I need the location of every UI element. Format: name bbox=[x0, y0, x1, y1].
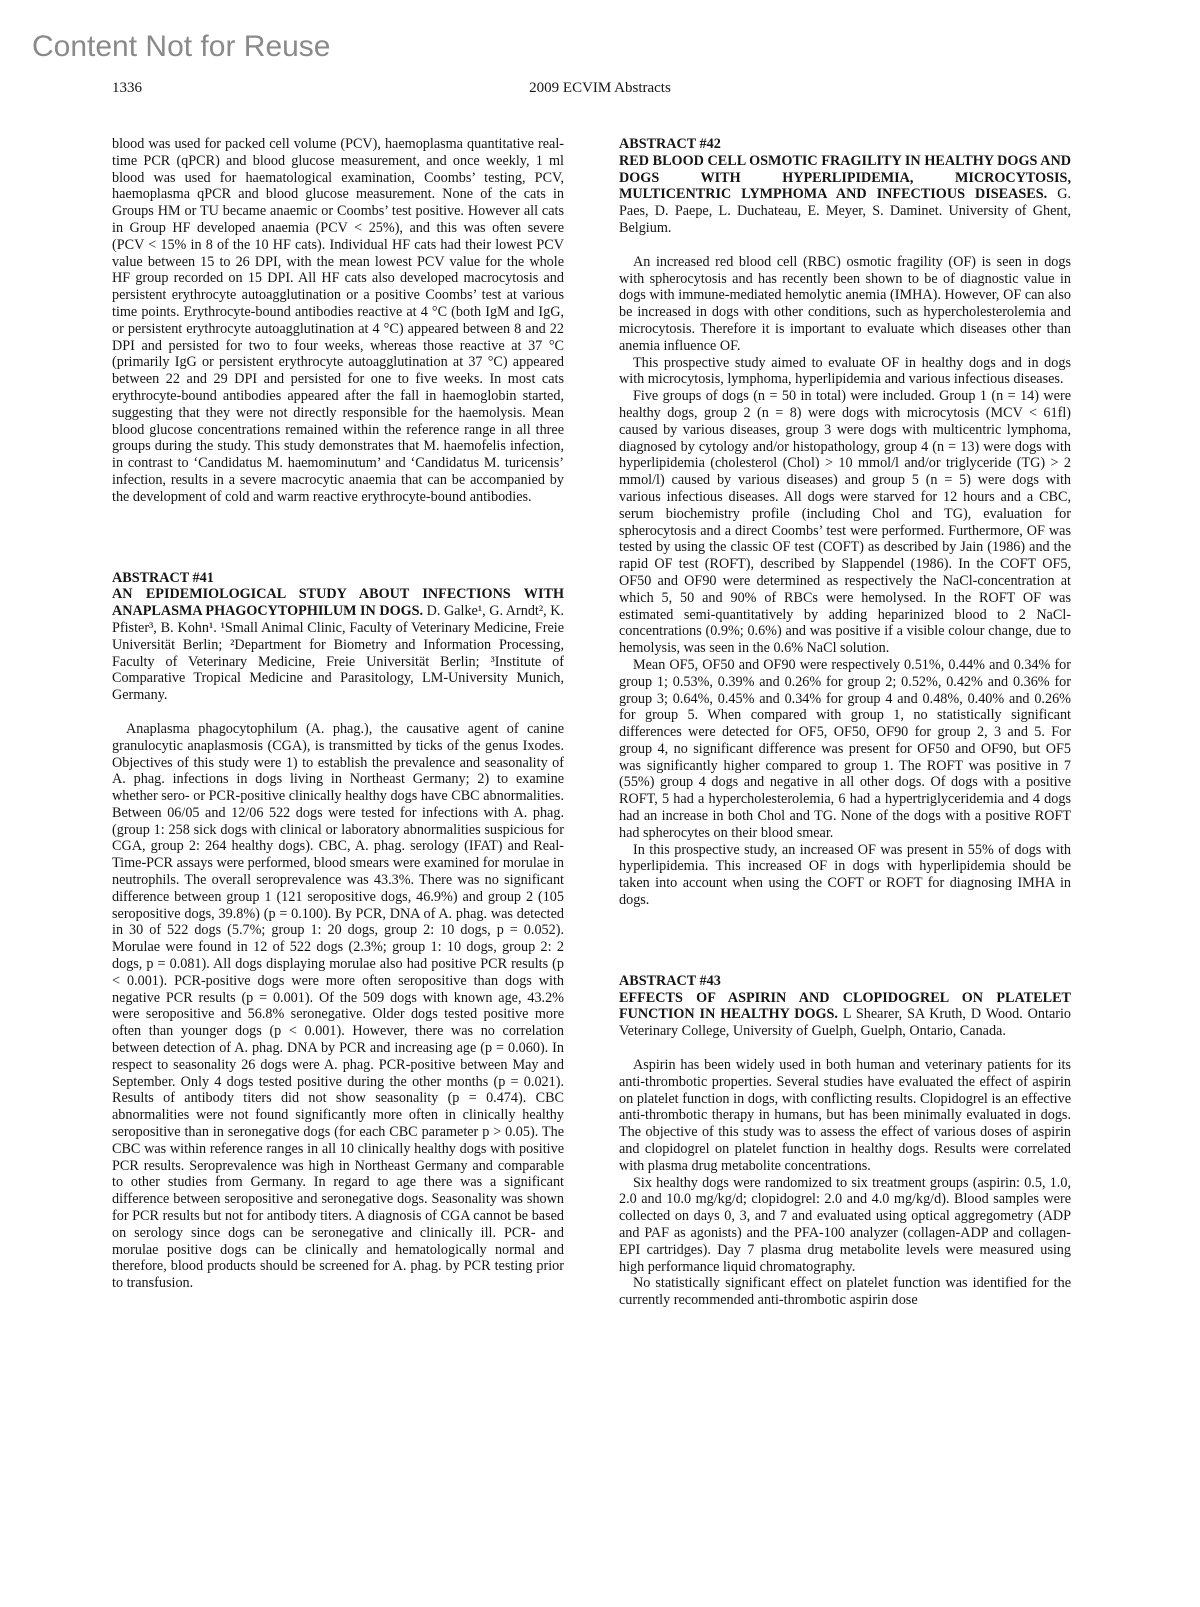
abstract-43-paragraph: Six healthy dogs were randomized to six treatment groups (aspirin: 0.5, 1.0, 2.0 and 10.0 mg/kg/d; clopidogrel: 2.0 and 4.0 mg/kg/d). Blood samples were collected on days 0, 3, and 7 and evaluated using optical aggregometry (ADP and PAF as agonists) and the PFA-100 analyzer (collagen-ADP and collagen-EPI cartridges). Day 7 plasma drug metabolite levels were measured using high performance liquid chromatography. bbox=[619, 1174, 1071, 1275]
abstract-42-paragraph: An increased red blood cell (RBC) osmotic fragility (OF) is seen in dogs with spherocytosis and has recently been shown to be of diagnostic value in dogs with immune-mediated hemolytic anemia (IMHA). However, OF can also be increased in dogs with other conditions, such as hypercholesterolemia and microcytosis. Therefore it is important to evaluate which diseases other than anemia influence OF. bbox=[619, 253, 1071, 354]
abstract-43-paragraph: No statistically significant effect on platelet function was identified for the currently recommended anti-thrombotic aspirin dose bbox=[619, 1275, 1071, 1309]
abstract-43-title: EFFECTS OF ASPIRIN AND CLOPIDOGREL ON PLATELET FUNCTION IN HEALTHY DOGS. bbox=[619, 989, 1071, 1023]
running-head: 2009 ECVIM Abstracts bbox=[529, 80, 671, 96]
abstract-42-paragraph: Mean OF5, OF50 and OF90 were respectively 0.51%, 0.44% and 0.34% for group 1; 0.53%, 0.39% and 0.26% for group 2; 0.52%, 0.42% and 0.36% for group 3; 0.64%, 0.45% and 0.34% for group 4 and 0.48%, 0.40% and 0.26% for group 5. When compared with group 1, no statistically significant differences were detected for OF5, OF50, OF90 for group 2, 3 and 5. For group 4, no significant difference was present for OF50 and OF90, but OF5 was significantly higher compared to group 1. The ROFT was positive in 7 (55%) group 4 dogs and negative in all other dogs. Of dogs with a positive ROFT, 5 had a hypercholesterolemia, 6 had a hypertriglyceridemia and 4 dogs had an increase in both Chol and TG. None of the dogs with a positive ROFT had spherocytes on their blood smear. bbox=[619, 656, 1071, 841]
abstract-42-paragraph: This prospective study aimed to evaluate OF in healthy dogs and in dogs with microcytosis, lymphoma, hyperlipidemia and various infectious diseases. bbox=[619, 354, 1071, 388]
left-column bbox=[112, 136, 564, 1292]
abstract-41-authors: D. Galke¹, G. Arndt², K. Pfister³, B. Kohn¹. ¹Small Animal Clinic, Faculty of Veterinary Medicine, Freie Universität Berlin; ²Department for Biometry and Information Processing, Faculty of Veterinary Medicine, Freie Universität Berlin; ³Institute of Comparative Tropical Medicine and Parasitology, LM-University Munich, Germany. bbox=[112, 603, 564, 704]
abstract-42-paragraph: Five groups of dogs (n = 50 in total) were included. Group 1 (n = 14) were healthy dogs, group 2 (n = 8) were dogs with microcytosis (MCV < 61fl) caused by various diseases, group 3 were dogs with multicentric lymphoma, diagnosed by cytology and/or histopathology, group 4 (n = 13) were dogs with hyperlipidemia (cholesterol (Chol) > 10 mmol/l and/or triglyceride (TG) > 2 mmol/l) caused by various diseases) and group 5 (n = 5) were dogs with various infectious diseases. All dogs were starved for 12 hours and a CBC, serum biochemistry profile (including Chol and TG), evaluation for spherocytosis and a direct Coombs’ test were performed. Furthermore, OF was tested by using the classic OF test (COFT) as described by Jain (1986) and the rapid OF test (ROFT), described by Slappendel (1986). In the COFT OF5, OF50 and OF90 were determined as respectively the NaCl-concentration at which 5, 50 and 90% of RBCs were hemolysed. In the ROFT OF was estimated semi-quantitatively by adding heparinized blood to 2 NaCl-concentrations (0.9%; 0.6%) and was positive if a visible colour change, due to hemolysis, was seen in the 0.6% NaCl solution. bbox=[619, 388, 1071, 657]
abstract-43-label: ABSTRACT #43 bbox=[619, 972, 721, 989]
abstract-43-authors: L Shearer, SA Kruth, D Wood. Ontario Veterinary College, University of Guelph, Guelph, Ontario, Canada. bbox=[619, 1006, 1072, 1040]
abstract-42-label: ABSTRACT #42 bbox=[619, 136, 721, 152]
abstract-42-paragraph: In this prospective study, an increased OF was present in 55% of dogs with hyperlipidemia. This increased OF in dogs with hyperlipidemia should be taken into account when using the COFT or ROFT for diagnosing IMHA in dogs. bbox=[619, 841, 1071, 909]
abstract-42-authors: G. Paes, D. Paepe, L. Duchateau, E. Meyer, S. Daminet. University of Ghent, Belgium. bbox=[619, 186, 1071, 236]
abstract-43 bbox=[619, 973, 1071, 1309]
abstract-41 bbox=[112, 570, 564, 1292]
abstract-42-title: RED BLOOD CELL OSMOTIC FRAGILITY IN HEALTHY DOGS AND DOGS WITH HYPERLIPIDEMIA, MICROCYTOSIS, MULTICENTRIC LYMPHOMA AND INFECTIOUS DISEASES. bbox=[619, 152, 1071, 203]
abstract-41-label: ABSTRACT #41 bbox=[112, 569, 214, 586]
continuation-text: blood was used for packed cell volume (PCV), haemoplasma quantitative real-time PCR (qPCR) and blood glucose measurement, and once weekly, 1 ml blood was used for haematological examination, Coombs’ testing, PCV, haemoplasma qPCR and blood glucose measurement. None of the cats in Groups HM or TU became anaemic or Coombs’ test positive. However all cats in Group HF developed anaemia (PCV < 25%), and this was often severe (PCV < 15% in 8 of the 10 HF cats). Individual HF cats had their lowest PCV value between 15 to 26 DPI, with the mean lowest PCV value for the whole HF group recorded on 15 DPI. All HF cats also developed macrocytosis and persistent erythrocyte autoagglutination or a positive Coombs’ test at various time points. Erythrocyte-bound antibodies reactive at 4 °C (both IgM and IgG, or persistent erythrocyte autoagglutination at 4 °C) appeared between 8 and 22 DPI and persisted for two to four weeks, whereas those reactive at 37 °C (primarily IgG or persistent erythrocyte autoagglutination at 37 °C) appeared between 22 and 29 DPI and persisted for one to five weeks. In most cats erythrocyte-bound antibodies appeared after the fall in haemoglobin started, suggesting that they were not directly responsible for the haemolysis. Mean blood glucose concentrations remained within the reference range in all three groups during the study. This study demonstrates that M. haemofelis infection, in contrast to ‘Candidatus M. haemominutum’ and ‘Candidatus M. turicensis’ infection, results in a severe macrocytic anaemia that can be accompanied by the development of cold and warm reactive erythrocyte-bound antibodies. bbox=[112, 136, 564, 505]
watermark: Content Not for Reuse bbox=[32, 30, 331, 63]
abstract-41-body: Anaplasma phagocytophilum (A. phag.), the causative agent of canine granulocytic anaplasmosis (CGA), is transmitted by ticks of the genus Ixodes. Objectives of this study were 1) to establish the prevalence and seasonality of A. phag. infections in dogs living in Northeast Germany; 2) to examine whether sero- or PCR-positive clinically healthy dogs have CBC abnormalities. Between 06/05 and 12/06 522 dogs were tested for infections with A. phag. (group 1: 258 sick dogs with clinical or laboratory abnormalities suspicious for CGA, group 2: 264 healthy dogs). CBC, A. phag. serology (IFAT) and Real-Time-PCR assays were performed, blood smears were examined for morulae in neutrophils. The overall seroprevalence was 43.3%. There was no significant difference between group 1 (121 seropositive dogs, 46.9%) and group 2 (105 seropositive dogs, 39.8%) (p = 0.100). By PCR, DNA of A. phag. was detected in 30 of 522 dogs (5.7%; group 1: 20 dogs, group 2: 10 dogs, p = 0.052). Morulae were found in 12 of 522 dogs (2.3%; group 1: 10 dogs, group 2: 2 dogs, p = 0.081). All dogs displaying morulae also had positive PCR results (p < 0.001). PCR-positive dogs were more often seropositive than dogs with negative PCR results (p = 0.001). Of the 509 dogs with known age, 43.2% were seropositive and 56.8% seronegative. Older dogs tested positive more often than younger dogs (p < 0.001). However, there was no correlation between detection of A. phag. DNA by PCR and increasing age (p = 0.060). In respect to seasonality 26 dogs were A. phag. PCR-positive between May and September. Only 4 dogs tested positive during the other months (p = 0.021). Results of antibody titers did not show seasonality (p = 0.474). CBC abnormalities were not found significantly more often in clinically healthy seropositive than in seronegative dogs (for each CBC parameter p > 0.05). The CBC was within reference ranges in all 10 clinically healthy dogs with positive PCR results. Seroprevalence was high in Northeast Germany and comparable to other studies from Germany. In regard to age there was a significant difference between seropositive and seronegative dogs. Seasonality was shown for PCR results but not for antibody titers. A diagnosis of CGA cannot be based on serology since dogs can be seronegative and clinically ill. PCR- and morulae positive dogs can be clinically and hematologically normal and therefore, blood products should be screened for A. phag. by PCR testing prior to transfusion. bbox=[112, 720, 564, 1292]
abstract-41-title: AN EPIDEMIOLOGICAL STUDY ABOUT INFECTIONS WITH ANAPLASMA PHAGOCYTOPHILUM IN DOGS. bbox=[112, 586, 564, 620]
abstract-43-paragraph: Aspirin has been widely used in both human and veterinary patients for its anti-thrombotic properties. Several studies have evaluated the effect of aspirin on platelet function in dogs, with conflicting results. Clopidogrel is an effective anti-thrombotic therapy in humans, but has been minimally evaluated in dogs. The objective of this study was to assess the effect of various doses of aspirin and clopidogrel on platelet function in healthy dogs. Results were correlated with plasma drug metabolite concentrations. bbox=[619, 1057, 1071, 1174]
abstract-42 bbox=[619, 136, 1071, 909]
right-column bbox=[619, 136, 1071, 1309]
page-number: 1336 bbox=[112, 80, 142, 96]
